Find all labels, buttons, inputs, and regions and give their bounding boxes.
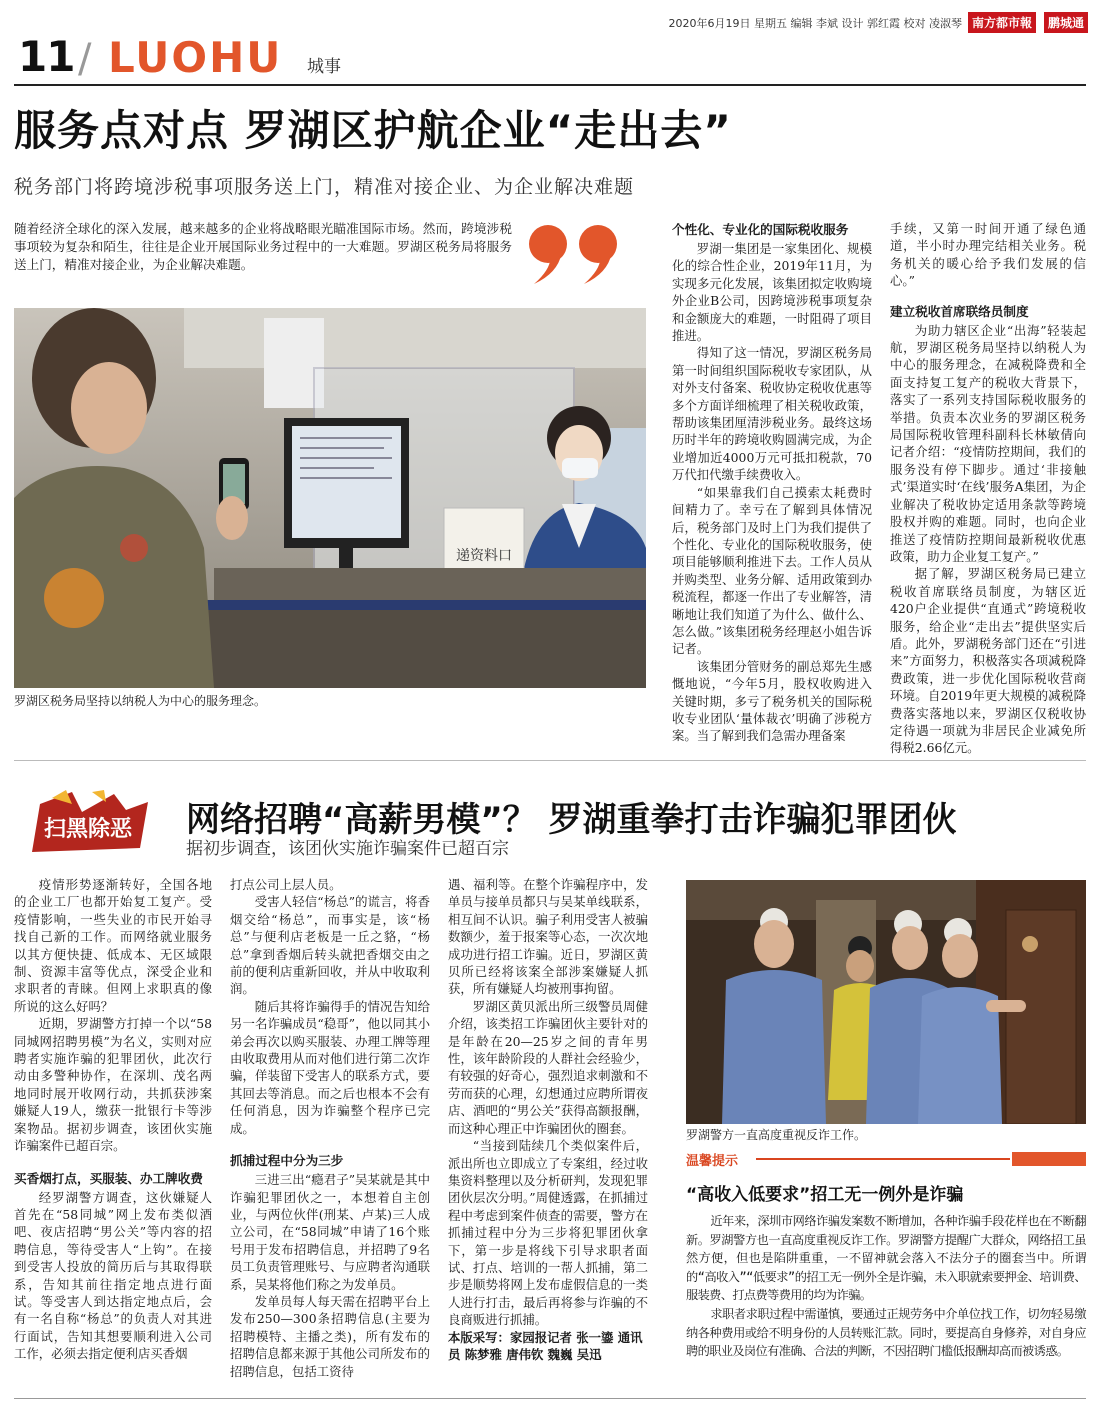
section-title-2: 建立税收首席联络员制度 [890, 303, 1029, 319]
badge-text: 扫黑除恶 [43, 817, 133, 842]
article2-subheadline: 据初步调查，该团伙实施诈骗案件已超百宗 [186, 839, 509, 859]
header-rule [14, 84, 1086, 86]
tax-service-photo [14, 308, 646, 688]
tip-label: 温馨提示 [686, 1154, 739, 1169]
paragraph: 求职者求职过程中需谨慎，要通过正规劳务中介单位找工作，切勿轻易缴纳各种费用或给不明身份的人员转账汇款。同时，要提高自身修养，对自身应聘的职业及岗位有准确、合法的判断，不因招聘门槛低报酬却高而被诱惑。 [686, 1306, 1086, 1359]
paragraph: 据了解，罗湖区税务局已建立税收首席联络员制度，为辖区近420户企业提供“直通式”跨境税收服务，给企业“走出去”提供坚实后盾。此外，罗湖税务部门还在“引进来”方面努力，积极落实各项减税降费政策，进一步优化国际税收营商环境。自2019年更大规模的减税降费落实落地以来，罗湖区仅税收协定待遇一项就为非居民企业减免所得税2.66亿元。 [890, 566, 1086, 756]
subhead-cigarettes: 买香烟打点，买服装、办工牌收费 [14, 1170, 203, 1186]
article1-lead: 随着经济全球化的深入发展，越来越多的企业将战略眼光瞄准国际市场。然而，跨境涉税事项较为复杂和陌生，往往是企业开展国际业务过程中的一大难题。罗湖区税务局将服务送上门，精准对接企业，为企业解决难题。 [14, 221, 512, 272]
photo2-caption: 罗湖警方一直高度重视反诈工作。 [686, 1128, 867, 1142]
paragraph: 为助力辖区企业“出海”轻装起航，罗湖区税务局坚持以纳税人为中心的服务理念，在减税降费和全面支持复工复产的税收大背景下，落实了一系列支持国际税收服务的举措。负责本次业务的罗湖区税务局国际税收管理科副科长林敏倩向记者介绍：“疫情防控期间，我们的服务没有停下脚步。通过‘非接触式’渠道实时‘在线’服务A集团，为企业解决了税收协定适用条款等跨境股权并购的难题。同时，也向企业推送了疫情防控期间最新税收优惠政策，助力企业复工复产。” [890, 322, 1086, 564]
slash-divider: / [78, 36, 92, 82]
paragraph: 打点公司上层人员。 [230, 877, 342, 892]
paragraph: “当接到陆续几个类似案件后，派出所也立即成立了专案组，经过收集资料整理以及分析研判，发现犯罪团伙层次分明。”周健透露，在抓捕过程中考虑到案件侦查的需要，警方在抓捕过程中分为三步将犯罪团伙拿下，第一步是将线下引导求职者面试、打点、培训的一帮人抓捕，第二步是顺势将网上发布虚假信息的一类人进行打击，最后再将参与诈骗的不良商贩进行抓捕。 [448, 1138, 648, 1328]
masthead-bar [669, 12, 1089, 33]
article1-headline: 服务点对点 罗湖区护航企业“走出去” [14, 106, 732, 155]
paragraph: 受害人轻信“杨总”的谎言，将香烟交给“杨总”，而事实是，该“杨总”与便利店老板是一丘之貉，“杨总”拿到香烟后转头就把香烟交由之前的便利店重新回收，并从中收取利润。 [230, 894, 430, 997]
edition-logo: 鹏城通 [1044, 12, 1088, 33]
paragraph: 罗湖区黄贝派出所三级警员周健介绍，该类招工诈骗团伙主要针对的是年龄在20—25岁之间的青年男性，该年龄阶段的人群社会经验少，有较强的好奇心，强烈追求刺激和不劳而获的心理，幻想通过应聘所谓夜店、酒吧的“男公关”获得高额报酬，而这种心理正中诈骗团伙的圈套。 [448, 998, 648, 1136]
date-line: 2020年6月19日 星期五 编辑 李斌 设计 郭红霞 校对 凌淑琴 [668, 16, 962, 30]
tip-accent-block [1012, 1152, 1086, 1166]
article1-column-3 [890, 220, 1086, 757]
article1-subheadline: 税务部门将跨境涉税事项服务送上门，精准对接企业、为企业解决难题 [14, 176, 635, 198]
photo1-caption: 罗湖区税务局坚持以纳税人为中心的服务理念。 [14, 694, 267, 708]
section-subtitle: 城事 [307, 57, 341, 77]
quote-mark-icon [526, 222, 626, 286]
paragraph: 发单员每人每天需在招聘平台上发布250—300条招聘信息(主要为招聘模特、主播之类)，所有发布的招聘信息都来源于其他公司所发布的招聘信息，包括工资待 [230, 1293, 430, 1379]
paragraph: 得知了这一情况，罗湖区税务局第一时间组织国际税收专家团队，从对外支付备案、税收协定税收优惠等多个方面详细梳理了相关税收政策，帮助该集团厘清涉税业务。最终这场历时半年的跨境收购圆满完成，为企业增加近4000万元可抵扣税款，70万代扣代缴手续费收入。 [672, 345, 872, 483]
paragraph: 该集团分管财务的副总郑先生感慨地说，“今年5月，股权收购进入关键时期，多亏了税务机关的国际税收专业团队‘量体裁衣’明确了涉税方案。当了解到我们急需办理备案 [672, 658, 872, 744]
article2-column-2 [230, 876, 430, 1380]
paragraph: 三进三出“瘾君子”吴某就是其中诈骗犯罪团伙之一，本想着自主创业，与两位伙伴(刑某、卢某)三人成立公司，在“58同城”申请了16个账号用于发布招聘信息，并招聘了9名员工负责管理账号、与应聘者沟通联系，吴某将他们称之为发单员。 [230, 1172, 430, 1292]
tip-headline: “高收入低要求”招工无一例外是诈骗 [686, 1185, 964, 1205]
anti-crime-badge-icon [22, 790, 154, 854]
section-name: LUOHU [108, 33, 283, 82]
paragraph: 疫情形势逐渐转好，全国各地的企业工厂也都开始复工复产。受疫情影响，一些失业的市民开始寻找自己新的工作。而网络就业服务以其方便快捷、低成本、无区域限制、资源丰富等优点，深受企业和求职者的青睐。但网上求职真的像所说的这么好吗？ [14, 877, 212, 1014]
article2-headline: 网络招聘“高薪男模”？ 罗湖重拳打击诈骗犯罪团伙 [186, 800, 957, 840]
paragraph: 近期，罗湖警方打掉一个以“58同城网招聘男模”为名义，实则对应聘者实施诈骗的犯罪团伙，此次行动由多警种协作，在深圳、茂名两地同时展开收网行动，共抓获涉案嫌疑人19人，缴获一批银行卡等涉案物品。据初步调查，该团伙实施诈骗案件已超百宗。 [14, 1016, 212, 1154]
footer-rule [14, 1398, 1086, 1399]
byline-credit: 本版采写：家园报记者 张一鎏 通讯员 陈梦雅 唐伟钦 魏巍 吴迅 [448, 1329, 643, 1362]
section-title-1: 个性化、专业化的国际税收服务 [672, 222, 849, 237]
article1-column-2 [672, 220, 872, 745]
paragraph: 经罗湖警方调查，这伙嫌疑人首先在“58同城”网上发布类似酒吧、夜店招聘“男公关”等内容的招聘信息，等待受害人“上钩”。在接到受害人投放的简历后与其取得联系，告知其前往指定地点进行面试。等受害人到达指定地点后，会有一名自称“杨总”的负责人对其进行面试，告知其想要顺利进入公司工作，必须去指定便利店买香烟 [14, 1189, 212, 1362]
tip-rule [756, 1158, 1010, 1160]
article-divider [14, 760, 1086, 761]
article2-column-3 [448, 876, 648, 1363]
paragraph: 手续，又第一时间开通了绿色通道，半小时办理完结相关业务。税务机关的暖心给予我们发展的信心。” [890, 221, 1086, 289]
tip-body [686, 1212, 1086, 1361]
police-photo [686, 880, 1086, 1124]
subhead-arrest: 抓捕过程中分为三步 [230, 1153, 344, 1169]
service-window-sign: 递资料口 [456, 548, 512, 564]
paragraph: 近年来，深圳市网络诈骗发案数不断增加，各种诈骗手段花样也在不断翻新。罗湖警方也一直高度重视反诈工作。罗湖警方提醒广大群众，网络招工虽然方便，但也是陷阱重重，一不留神就会落入不法分子的圈套当中。所谓的“高收入”“低要求”的招工无一例外全是诈骗，未入职就索要押金、培训费、服装费、打点费等费用的均为诈骗。 [686, 1214, 1086, 1303]
page-number: 11 [18, 32, 75, 81]
paragraph: 罗湖一集团是一家集团化、规模化的综合性企业，2019年11月，为实现多元化发展，该集团拟定收购境外企业B公司，因跨境涉税事项复杂和金额庞大的难题，一时阻碍了项目推进。 [672, 241, 872, 344]
paragraph: 遇、福利等。在整个诈骗程序中，发单员与接单员都只与吴某单线联系，相互间不认识。骗子利用受害人被骗数额少，羞于报案等心态，一次次地成功进行招工诈骗。近日，罗湖区黄贝所已经将该案全部涉案嫌疑人抓获，所有嫌疑人均被刑事拘留。 [448, 877, 648, 997]
paragraph: 随后其将诈骗得手的情况告知给另一名诈骗成员“稳哥”，他以同其小弟会再次以购买服装、办理工牌等理由收取费用从而对他们进行第二次诈骗，佯装留下受害人的联系方式，要其回去等消息。而之后也根本不会有任何消息，因为诈骗整个程序已完成。 [230, 998, 430, 1136]
article2-column-1 [14, 876, 212, 1363]
paper-logo: 南方都市報 [968, 12, 1036, 33]
paragraph: “如果靠我们自己摸索太耗费时间精力了。幸亏在了解到具体情况后，税务部门及时上门为我们提供了个性化、专业化的国际税收服务，使项目能够顺利推进下去。工作人员从并购类型、业务分解、适用政策到办税流程，都逐一作出了专业解答，清晰地让我们知道了为什么、做什么、怎么做。”该集团税务经理赵小姐告诉记者。 [672, 484, 872, 657]
